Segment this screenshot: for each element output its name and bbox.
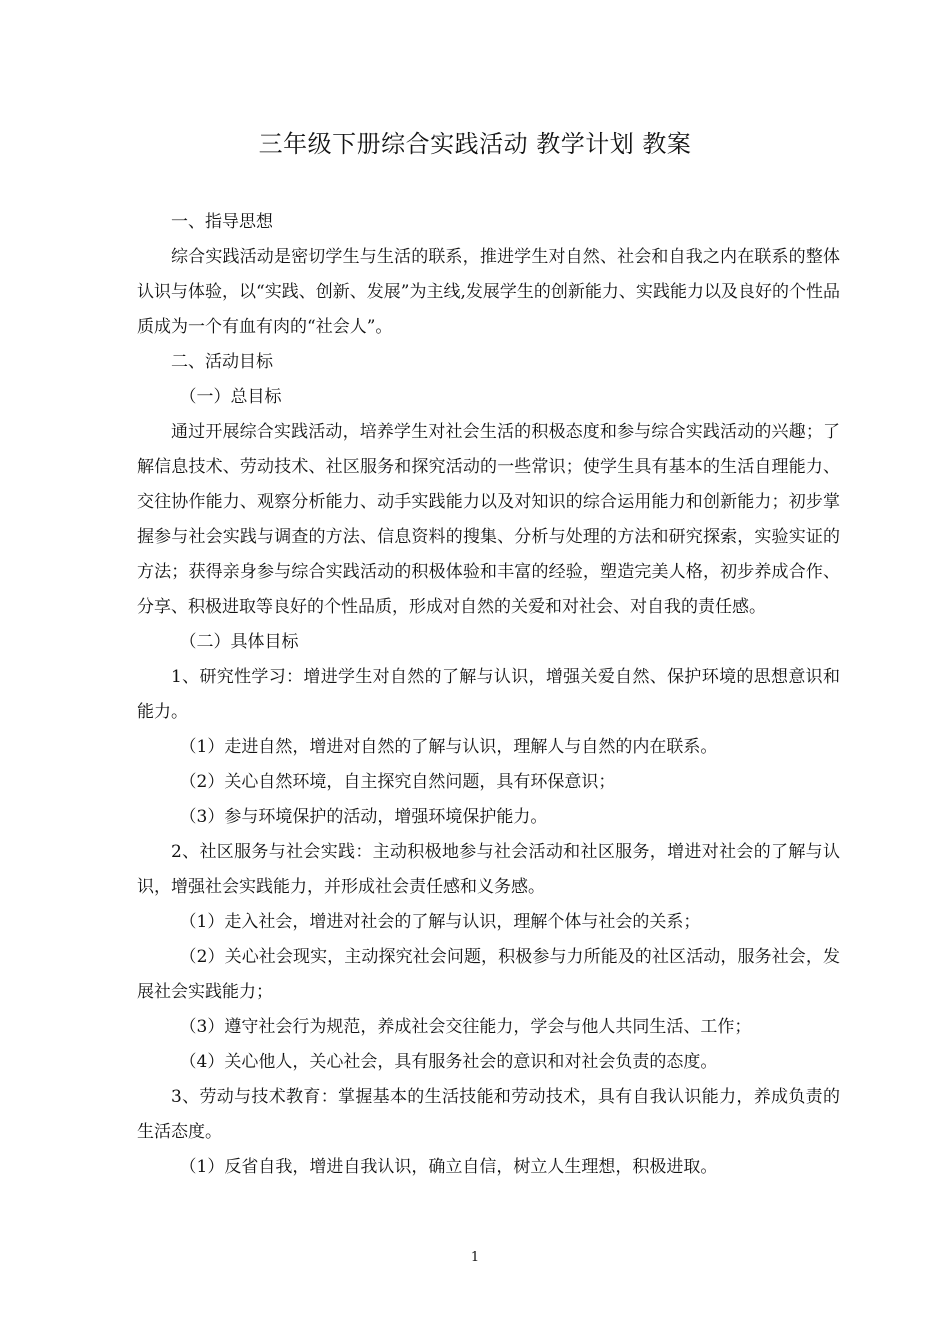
section-heading: 二、活动目标 xyxy=(171,352,273,372)
paragraph: 综合实践活动是密切学生与生活的联系，推进学生对自然、社会和自我之内在联系的整体认识与体验，以“实践、创新、发展”为主线,发展学生的创新能力、实践能力以及良好的个性品质成为一个有血有肉的“社会人”。 xyxy=(137,247,840,337)
list-item: （1）反省自我，增进自我认识，确立自信，树立人生理想，积极进取。 xyxy=(179,1157,718,1177)
subsection-heading: （一）总目标 xyxy=(179,387,282,407)
list-item: （3）参与环境保护的活动，增强环境保护能力。 xyxy=(179,807,548,827)
paragraph: 2、社区服务与社会实践：主动积极地参与社会活动和社区服务，增进对社会的了解与认识，增强社会实践能力，并形成社会责任感和义务感。 xyxy=(137,842,840,897)
document-body xyxy=(137,205,840,1185)
list-item: （1）走入社会，增进对社会的了解与认识，理解个体与社会的关系； xyxy=(179,912,701,932)
document-title: 三年级下册综合实践活动 教学计划 教案 xyxy=(258,130,692,158)
paragraph: 3、劳动与技术教育：掌握基本的生活技能和劳动技术，具有自我认识能力，养成负责的生活态度。 xyxy=(137,1087,840,1142)
list-item: （2）关心自然环境，自主探究自然问题，具有环保意识； xyxy=(179,772,616,792)
list-item: （1）走进自然，增进对自然的了解与认识，理解人与自然的内在联系。 xyxy=(179,737,718,757)
subsection-heading: （二）具体目标 xyxy=(179,632,299,652)
section-heading: 一、指导思想 xyxy=(171,212,273,232)
page-number: 1 xyxy=(470,1250,480,1265)
list-item: （2）关心社会现实，主动探究社会问题，积极参与力所能及的社区活动，服务社会，发展社会实践能力； xyxy=(137,947,840,1002)
list-item: （3）遵守社会行为规范，养成社会交往能力，学会与他人共同生活、工作； xyxy=(179,1017,752,1037)
list-item: （4）关心他人，关心社会，具有服务社会的意识和对社会负责的态度。 xyxy=(179,1052,718,1072)
paragraph: 1、研究性学习：增进学生对自然的了解与认识，增强关爱自然、保护环境的思想意识和能力。 xyxy=(137,667,840,722)
paragraph: 通过开展综合实践活动，培养学生对社会生活的积极态度和参与综合实践活动的兴趣；了解信息技术、劳动技术、社区服务和探究活动的一些常识；使学生具有基本的生活自理能力、交往协作能力、观察分析能力、动手实践能力以及对知识的综合运用能力和创新能力；初步掌握参与社会实践与调查的方法、信息资料的搜集、分析与处理的方法和研究探索，实验实证的方法；获得亲身参与综合实践活动的积极体验和丰富的经验，塑造完美人格，初步养成合作、分享、积极进取等良好的个性品质，形成对自然的关爱和对社会、对自我的责任感。 xyxy=(137,422,840,617)
